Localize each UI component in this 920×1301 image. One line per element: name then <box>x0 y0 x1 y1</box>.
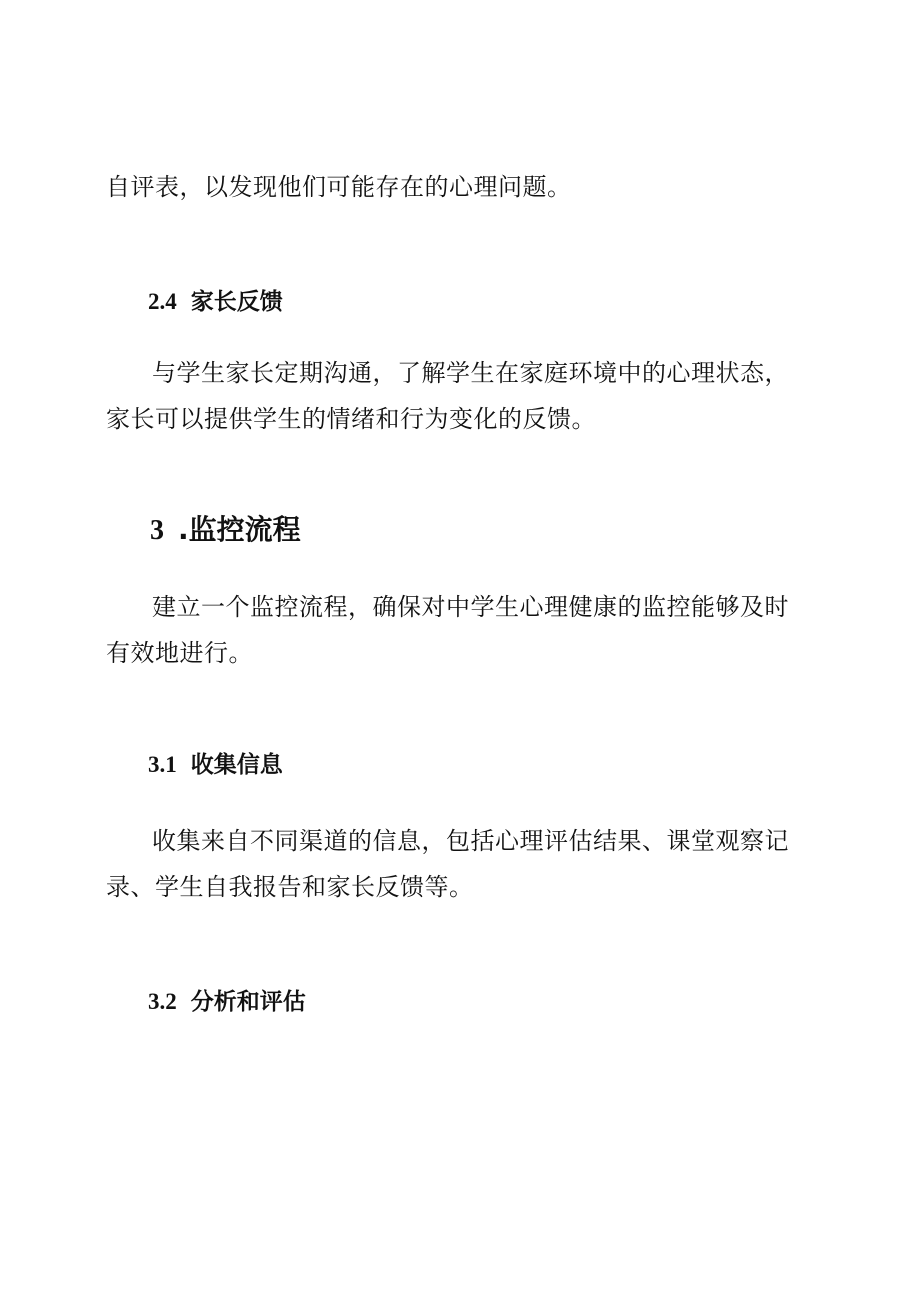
heading-number: 3.2 <box>148 989 177 1014</box>
paragraph-parent-feedback: 与学生家长定期沟通，了解学生在家庭环境中的心理状态，家长可以提供学生的情绪和行为变化的反馈。 <box>106 359 789 433</box>
heading-number: 3.1 <box>148 752 177 777</box>
heading-3-2-analysis-evaluation <box>148 983 306 1016</box>
heading-title: .监控流程 <box>178 513 301 546</box>
paragraph-self-assessment-continuation: 自评表，以发现他们可能存在的心理问题。 <box>106 173 572 201</box>
heading-title: 家长反馈 <box>190 289 283 315</box>
heading-3-1-collect-info <box>148 746 283 779</box>
paragraph-monitoring-process: 建立一个监控流程，确保对中学生心理健康的监控能够及时有效地进行。 <box>106 593 789 667</box>
heading-title: 收集信息 <box>190 752 283 778</box>
heading-3-monitoring-process <box>150 508 301 548</box>
paragraph-collect-info: 收集来自不同渠道的信息，包括心理评估结果、课堂观察记录、学生自我报告和家长反馈等。 <box>106 827 789 901</box>
heading-2-4-parent-feedback <box>148 283 283 316</box>
heading-number: 3 <box>150 515 164 546</box>
heading-title: 分析和评估 <box>190 989 306 1015</box>
heading-number: 2.4 <box>148 289 177 314</box>
